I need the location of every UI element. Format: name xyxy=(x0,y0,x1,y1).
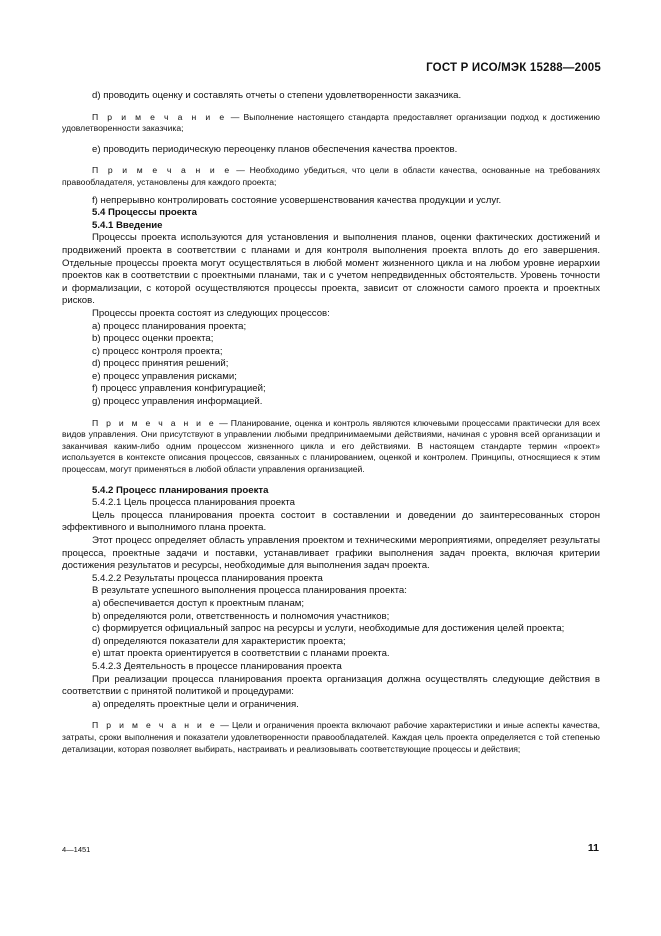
list-item: e) процесс управления рисками; xyxy=(92,370,237,382)
section-heading: 5.4.1 Введение xyxy=(92,219,163,231)
goal-paragraph: Цель процесса планирования проекта состоит в составлении и доведении до заинтересованных сторон эффективного и выполнимого плана проекта. xyxy=(62,509,600,534)
list-item: a) обеспечивается доступ к проектным планам; xyxy=(92,597,305,609)
list-item: a) процесс планирования проекта; xyxy=(92,320,247,332)
subsection-heading: 5.4.2.2 Результаты процесса планирования проекта xyxy=(92,572,323,584)
subsection-heading: 5.4.2.1 Цель процесса планирования проекта xyxy=(92,497,295,509)
list-item: e) штат проекта ориентируется в соответствии с планами проекта. xyxy=(92,648,390,660)
list-item: f) процесс управления конфигурацией; xyxy=(92,383,266,395)
note-1 xyxy=(62,112,600,135)
subsection-heading: 5.4.2.3 Деятельность в процессе планирования проекта xyxy=(92,660,342,672)
intro-paragraph: Процессы проекта используются для установления и выполнения планов, оценки фактических достижений и продвижений проекта в соответствии с планами и для контроля выполнения проекта вплоть до его завершения. Отдельные процессы проекта могут осуществляться в любой момент жизненного цикла и на любом уровне иерархии проектов как в соответствии с проектными планами, так и с учетом непредвиденных обстоятельств. Уровень точности и формализации, с которой осуществляются процессы проекта, зависит от сложности самого проекта и проектных рисков. xyxy=(62,232,600,307)
activity-paragraph: При реализации процесса планирования проекта организация должна осуществлять следующие действия в соответствии с принятой политикой и процедурами: xyxy=(62,673,600,698)
note-text: — Выполнение настоящего стандарта предоставляет организации подход к достижению удовлетворенности заказчика; xyxy=(62,111,601,134)
note-4 xyxy=(62,720,600,755)
note-label: П р и м е ч а н и е xyxy=(92,111,227,122)
section-heading: 5.4.2 Процесс планирования проекта xyxy=(92,484,269,496)
standard-code: ГОСТ Р ИСО/МЭК 15288—2005 xyxy=(426,62,601,74)
note-3 xyxy=(62,418,600,476)
list-item: d) определяются показатели для характеристик проекта; xyxy=(92,635,346,647)
note-text: — Цели и ограничения проекта включают рабочие характеристики и иные аспекты качества, затраты, сроки выполнения и показатели удовлетворенности правообладателей. Каждая цель проекта определяется с той степенью детализации, которая позволяет выбирать, настраивать и реализовывать соответствующие процессы и действия; xyxy=(62,720,601,754)
section-heading: 5.4 Процессы проекта xyxy=(92,207,197,219)
print-code: 4—1451 xyxy=(62,845,91,854)
item-d: d) проводить оценку и составлять отчеты о степени удовлетворенности заказчика. xyxy=(92,90,462,101)
list-item: c) формируется официальный запрос на ресурсы и услуги, необходимые для достижения целей проекта; xyxy=(92,623,565,635)
list-item: b) определяются роли, ответственность и полномочия участников; xyxy=(92,610,390,622)
list-item: d) процесс принятия решений; xyxy=(92,358,229,370)
note-text: — Планирование, оценка и контроль являются ключевыми процессами практически для всех видов управления. Они присутствуют в управлении любыми предпринимаемыми действиями, начиная с уровня всей организации и заканчивая каким-либо одним процессом жизненного цикла и его действиями. В настоящем стандарте термин «проект» используется в контексте описания процессов, связанных с планированием, оценкой и контролем. Принципы, относящиеся к этим процессам, могут применяться в любой области управления организацией. xyxy=(62,417,600,475)
note-label: П р и м е ч а н и е xyxy=(92,720,218,731)
results-intro: В результате успешного выполнения процесса планирования проекта: xyxy=(92,585,407,597)
list-item: c) процесс контроля проекта; xyxy=(92,345,223,357)
note-label: П р и м е ч а н и е xyxy=(92,417,217,428)
page-number: 11 xyxy=(587,842,599,854)
note-text: — Необходимо убедиться, что цели в области качества, основанные на требованиях правообладателя, установлены для каждого проекта; xyxy=(62,165,601,187)
list-item: b) процесс оценки проекта; xyxy=(92,333,214,345)
item-f: f) непрерывно контролировать состояние усовершенствования качества продукции и услуг. xyxy=(92,194,502,206)
scope-paragraph: Этот процесс определяет область управления проектом и техническими мероприятиями, определяет результаты процесса, проектные задачи и поставки, устанавливает графики выполнения задач проекта, включая критерии достижения результатов и ресурсы, необходимые для выполнения задач проекта. xyxy=(62,535,600,572)
note-2 xyxy=(62,165,600,188)
note-label: П р и м е ч а н и е xyxy=(92,165,232,176)
page-content xyxy=(62,90,600,755)
list-item: а) определять проектные цели и ограничения. xyxy=(92,698,299,710)
list-intro: Процессы проекта состоят из следующих процессов: xyxy=(92,307,330,319)
item-e: е) проводить периодическую переоценку планов обеспечения качества проектов. xyxy=(92,143,458,155)
list-item: g) процесс управления информацией. xyxy=(92,396,263,408)
